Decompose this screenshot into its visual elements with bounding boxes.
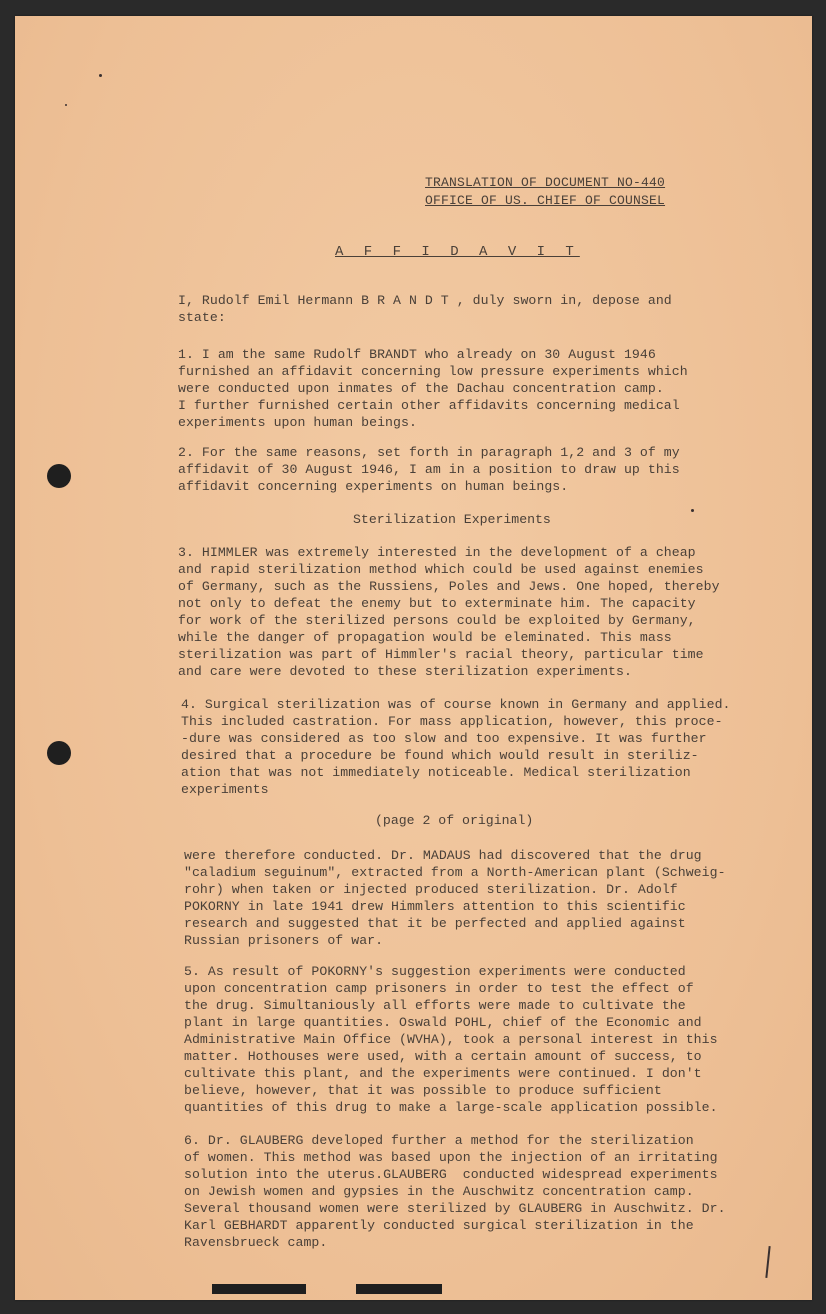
document-header — [425, 174, 685, 210]
paragraph-4: 4. Surgical sterilization was of course known in Germany and applied. This included castration. For mass application, however, this proce- -dure was considered as too slow and too expensive. It was further desired that a procedure be found which would result in steriliz- ation that was not immediately noticeable. Medical sterilization experiments — [181, 697, 731, 797]
scan-edge-bar — [356, 1284, 442, 1294]
margin-pencil-mark — [765, 1246, 770, 1278]
scan-edge-bar — [212, 1284, 306, 1294]
document-page — [15, 16, 812, 1300]
ink-speck — [691, 509, 694, 512]
header-office-line: OFFICE OF US. CHIEF OF COUNSEL — [425, 193, 666, 208]
intro-paragraph: I, Rudolf Emil Hermann B R A N D T , duly sworn in, depose and state: — [178, 293, 672, 325]
header-translation-line: TRANSLATION OF DOCUMENT NO-440 — [425, 175, 666, 190]
paragraph-5: 5. As result of POKORNY's suggestion experiments were conducted upon concentration camp prisoners in order to test the effect of the drug. Simultaniously all efforts were made to cultivate the plant in large quantities. Oswald POHL, chief of the Economic and Administrative Main Office (WVHA), took a personal interest in this matter. Hothouses were used, with a certain amount of success, to cultivate this plant, and the experiments were continued. I don't believe, however, that it was possible to produce sufficient quantities of this drug to make a large-scale application possible. — [184, 964, 718, 1115]
section-heading: Sterilization Experiments — [353, 512, 551, 527]
ink-speck — [65, 104, 67, 106]
ink-speck — [99, 74, 102, 77]
punch-hole-top — [47, 464, 71, 488]
paragraph-1: 1. I am the same Rudolf BRANDT who already on 30 August 1946 furnished an affidavit concerning low pressure experiments which were conducted upon inmates of the Dachau concentration camp. I further furnished certain other affidavits concerning medical experiments upon human beings. — [178, 347, 688, 430]
paragraph-6: 6. Dr. GLAUBERG developed further a method for the sterilization of women. This method was based upon the injection of an irritating solution into the uterus.GLAUBERG conducted widespread experiments on Jewish women and gypsies in the Auschwitz concentration camp. Several thousand women were sterilized by GLAUBERG in Auschwitz. Dr. Karl GEBHARDT apparently conducted surgical sterilization in the Ravensbrueck camp. — [184, 1133, 726, 1250]
paragraph-3: 3. HIMMLER was extremely interested in the development of a cheap and rapid sterilization method which could be used against enemies of Germany, such as the Russiens, Poles and Jews. One hoped, thereby not only to defeat the enemy but to exterminate him. The capacity for work of the sterilized persons could be exploited by Germany, while the danger of propagation would be eleminated. This mass sterilization was part of Himmler's racial theory, particular time and care were devoted to these sterilization experiments. — [178, 545, 720, 679]
punch-hole-bottom — [47, 741, 71, 765]
paragraph-4-continued: were therefore conducted. Dr. MADAUS had discovered that the drug "caladium seguinum", extracted from a North-American plant (Schweig- rohr) when taken or injected produced sterilization. Dr. Adolf POKORNY in late 1941 drew Himmlers attention to this scientific research and suggested that it be perfected and applied against Russian prisoners of war. — [184, 848, 726, 948]
document-title: A F F I D A V I T — [335, 244, 580, 260]
page-marker: (page 2 of original) — [375, 813, 534, 828]
paragraph-2: 2. For the same reasons, set forth in paragraph 1,2 and 3 of my affidavit of 30 August 1946, I am in a position to draw up this affidavit concerning experiments on human beings. — [178, 445, 680, 494]
